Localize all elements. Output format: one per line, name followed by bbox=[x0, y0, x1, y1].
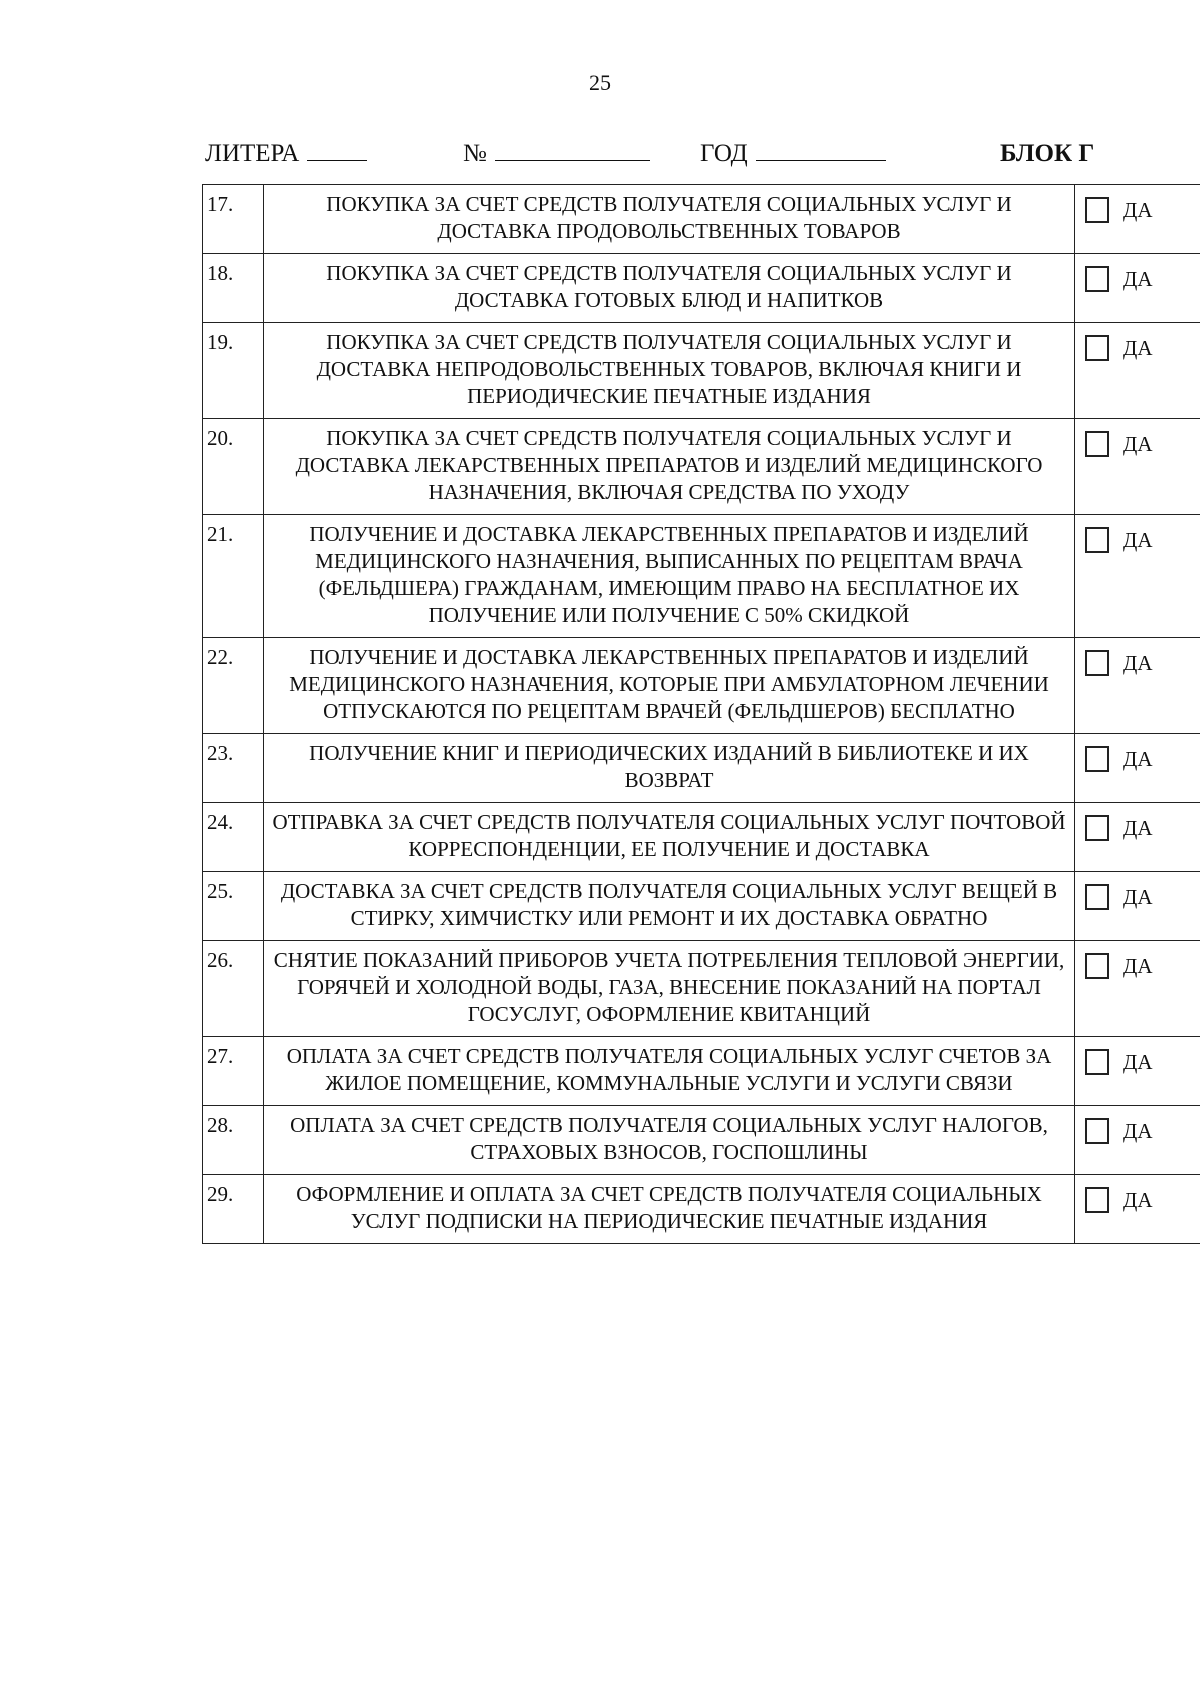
block-label: БЛОК Г bbox=[1000, 140, 1095, 167]
number-field[interactable] bbox=[463, 140, 650, 168]
yes-checkbox[interactable] bbox=[1085, 1049, 1109, 1075]
item-description: ПОКУПКА ЗА СЧЕТ СРЕДСТВ ПОЛУЧАТЕЛЯ СОЦИАЛЬНЫХ УСЛУГ И ДОСТАВКА ГОТОВЫХ БЛЮД И НАПИТКОВ bbox=[264, 254, 1075, 323]
litera-blank[interactable] bbox=[307, 159, 367, 161]
item-option[interactable] bbox=[1075, 185, 1200, 254]
table-row bbox=[203, 638, 1200, 734]
item-number: 24. bbox=[203, 803, 264, 872]
services-table-body bbox=[203, 185, 1200, 1244]
item-description: ПОКУПКА ЗА СЧЕТ СРЕДСТВ ПОЛУЧАТЕЛЯ СОЦИАЛЬНЫХ УСЛУГ И ДОСТАВКА ЛЕКАРСТВЕННЫХ ПРЕПАРАТОВ И ИЗДЕЛИЙ МЕДИЦИНСКОГО НАЗНАЧЕНИЯ, ВКЛЮЧАЯ СРЕДСТВА ПО УХОДУ bbox=[264, 419, 1075, 515]
item-number: 23. bbox=[203, 734, 264, 803]
yes-checkbox[interactable] bbox=[1085, 197, 1109, 223]
yes-label: ДА bbox=[1123, 431, 1153, 456]
item-option[interactable] bbox=[1075, 254, 1200, 323]
item-option[interactable] bbox=[1075, 323, 1200, 419]
table-row bbox=[203, 323, 1200, 419]
yes-label: ДА bbox=[1123, 335, 1153, 360]
yes-label: ДА bbox=[1123, 1118, 1153, 1143]
yes-label: ДА bbox=[1123, 815, 1153, 840]
year-label: ГОД bbox=[700, 140, 748, 167]
yes-checkbox[interactable] bbox=[1085, 266, 1109, 292]
table-row bbox=[203, 941, 1200, 1037]
year-blank[interactable] bbox=[756, 159, 886, 161]
table-row bbox=[203, 1037, 1200, 1106]
table-row bbox=[203, 1175, 1200, 1244]
item-number: 18. bbox=[203, 254, 264, 323]
item-number: 27. bbox=[203, 1037, 264, 1106]
item-number: 20. bbox=[203, 419, 264, 515]
item-description: ПОЛУЧЕНИЕ И ДОСТАВКА ЛЕКАРСТВЕННЫХ ПРЕПАРАТОВ И ИЗДЕЛИЙ МЕДИЦИНСКОГО НАЗНАЧЕНИЯ, ВЫПИСАННЫХ ПО РЕЦЕПТАМ ВРАЧА (ФЕЛЬДШЕРА) ГРАЖДАНАМ, ИМЕЮЩИМ ПРАВО НА БЕСПЛАТНОЕ ИХ ПОЛУЧЕНИЕ ИЛИ ПОЛУЧЕНИЕ С 50% СКИДКОЙ bbox=[264, 515, 1075, 638]
number-blank[interactable] bbox=[495, 159, 650, 161]
yes-label: ДА bbox=[1123, 1187, 1153, 1212]
yes-checkbox[interactable] bbox=[1085, 650, 1109, 676]
yes-checkbox[interactable] bbox=[1085, 527, 1109, 553]
item-description: ДОСТАВКА ЗА СЧЕТ СРЕДСТВ ПОЛУЧАТЕЛЯ СОЦИАЛЬНЫХ УСЛУГ ВЕЩЕЙ В СТИРКУ, ХИМЧИСТКУ ИЛИ РЕМОНТ И ИХ ДОСТАВКА ОБРАТНО bbox=[264, 872, 1075, 941]
item-description: СНЯТИЕ ПОКАЗАНИЙ ПРИБОРОВ УЧЕТА ПОТРЕБЛЕНИЯ ТЕПЛОВОЙ ЭНЕРГИИ, ГОРЯЧЕЙ И ХОЛОДНОЙ ВОДЫ, ГАЗА, ВНЕСЕНИЕ ПОКАЗАНИЙ НА ПОРТАЛ ГОСУСЛУГ, ОФОРМЛЕНИЕ КВИТАНЦИЙ bbox=[264, 941, 1075, 1037]
item-option[interactable] bbox=[1075, 419, 1200, 515]
litera-label: ЛИТЕРА bbox=[205, 140, 300, 167]
item-description: ПОКУПКА ЗА СЧЕТ СРЕДСТВ ПОЛУЧАТЕЛЯ СОЦИАЛЬНЫХ УСЛУГ И ДОСТАВКА ПРОДОВОЛЬСТВЕННЫХ ТОВАРОВ bbox=[264, 185, 1075, 254]
yes-checkbox[interactable] bbox=[1085, 953, 1109, 979]
table-row bbox=[203, 419, 1200, 515]
item-option[interactable] bbox=[1075, 1037, 1200, 1106]
table-row bbox=[203, 1106, 1200, 1175]
yes-checkbox[interactable] bbox=[1085, 335, 1109, 361]
yes-label: ДА bbox=[1123, 746, 1153, 771]
item-description: ОПЛАТА ЗА СЧЕТ СРЕДСТВ ПОЛУЧАТЕЛЯ СОЦИАЛЬНЫХ УСЛУГ НАЛОГОВ, СТРАХОВЫХ ВЗНОСОВ, ГОСПОШЛИНЫ bbox=[264, 1106, 1075, 1175]
item-option[interactable] bbox=[1075, 941, 1200, 1037]
item-option[interactable] bbox=[1075, 515, 1200, 638]
item-number: 26. bbox=[203, 941, 264, 1037]
yes-label: ДА bbox=[1123, 266, 1153, 291]
item-number: 17. bbox=[203, 185, 264, 254]
item-number: 28. bbox=[203, 1106, 264, 1175]
table-row bbox=[203, 515, 1200, 638]
table-row bbox=[203, 254, 1200, 323]
number-label: № bbox=[463, 140, 487, 167]
table-row bbox=[203, 803, 1200, 872]
yes-checkbox[interactable] bbox=[1085, 884, 1109, 910]
item-description: ОФОРМЛЕНИЕ И ОПЛАТА ЗА СЧЕТ СРЕДСТВ ПОЛУЧАТЕЛЯ СОЦИАЛЬНЫХ УСЛУГ ПОДПИСКИ НА ПЕРИОДИЧЕСКИЕ ПЕЧАТНЫЕ ИЗДАНИЯ bbox=[264, 1175, 1075, 1244]
yes-label: ДА bbox=[1123, 953, 1153, 978]
form-header bbox=[205, 140, 1115, 176]
item-option[interactable] bbox=[1075, 1175, 1200, 1244]
services-table bbox=[202, 184, 1200, 1244]
yes-label: ДА bbox=[1123, 650, 1153, 675]
item-description: ПОЛУЧЕНИЕ КНИГ И ПЕРИОДИЧЕСКИХ ИЗДАНИЙ В БИБЛИОТЕКЕ И ИХ ВОЗВРАТ bbox=[264, 734, 1075, 803]
item-option[interactable] bbox=[1075, 638, 1200, 734]
yes-checkbox[interactable] bbox=[1085, 815, 1109, 841]
item-number: 21. bbox=[203, 515, 264, 638]
item-number: 25. bbox=[203, 872, 264, 941]
yes-checkbox[interactable] bbox=[1085, 746, 1109, 772]
year-field[interactable] bbox=[700, 140, 886, 168]
item-option[interactable] bbox=[1075, 734, 1200, 803]
item-description: ОТПРАВКА ЗА СЧЕТ СРЕДСТВ ПОЛУЧАТЕЛЯ СОЦИАЛЬНЫХ УСЛУГ ПОЧТОВОЙ КОРРЕСПОНДЕНЦИИ, ЕЕ ПОЛУЧЕНИЕ И ДОСТАВКА bbox=[264, 803, 1075, 872]
litera-field[interactable] bbox=[205, 140, 367, 168]
item-option[interactable] bbox=[1075, 1106, 1200, 1175]
table-row bbox=[203, 734, 1200, 803]
yes-label: ДА bbox=[1123, 197, 1153, 222]
item-option[interactable] bbox=[1075, 803, 1200, 872]
item-option[interactable] bbox=[1075, 872, 1200, 941]
yes-label: ДА bbox=[1123, 527, 1153, 552]
yes-checkbox[interactable] bbox=[1085, 1118, 1109, 1144]
item-number: 22. bbox=[203, 638, 264, 734]
yes-label: ДА bbox=[1123, 1049, 1153, 1074]
item-description: ПОЛУЧЕНИЕ И ДОСТАВКА ЛЕКАРСТВЕННЫХ ПРЕПАРАТОВ И ИЗДЕЛИЙ МЕДИЦИНСКОГО НАЗНАЧЕНИЯ, КОТОРЫЕ ПРИ АМБУЛАТОРНОМ ЛЕЧЕНИИ ОТПУСКАЮТСЯ ПО РЕЦЕПТАМ ВРАЧЕЙ (ФЕЛЬДШЕРОВ) БЕСПЛАТНО bbox=[264, 638, 1075, 734]
page-number: 25 bbox=[589, 70, 611, 95]
table-row bbox=[203, 872, 1200, 941]
yes-checkbox[interactable] bbox=[1085, 431, 1109, 457]
item-description: ПОКУПКА ЗА СЧЕТ СРЕДСТВ ПОЛУЧАТЕЛЯ СОЦИАЛЬНЫХ УСЛУГ И ДОСТАВКА НЕПРОДОВОЛЬСТВЕННЫХ ТОВАРОВ, ВКЛЮЧАЯ КНИГИ И ПЕРИОДИЧЕСКИЕ ПЕЧАТНЫЕ ИЗДАНИЯ bbox=[264, 323, 1075, 419]
table-row bbox=[203, 185, 1200, 254]
yes-checkbox[interactable] bbox=[1085, 1187, 1109, 1213]
item-number: 29. bbox=[203, 1175, 264, 1244]
yes-label: ДА bbox=[1123, 884, 1153, 909]
item-number: 19. bbox=[203, 323, 264, 419]
item-description: ОПЛАТА ЗА СЧЕТ СРЕДСТВ ПОЛУЧАТЕЛЯ СОЦИАЛЬНЫХ УСЛУГ СЧЕТОВ ЗА ЖИЛОЕ ПОМЕЩЕНИЕ, КОММУНАЛЬНЫЕ УСЛУГИ И УСЛУГИ СВЯЗИ bbox=[264, 1037, 1075, 1106]
